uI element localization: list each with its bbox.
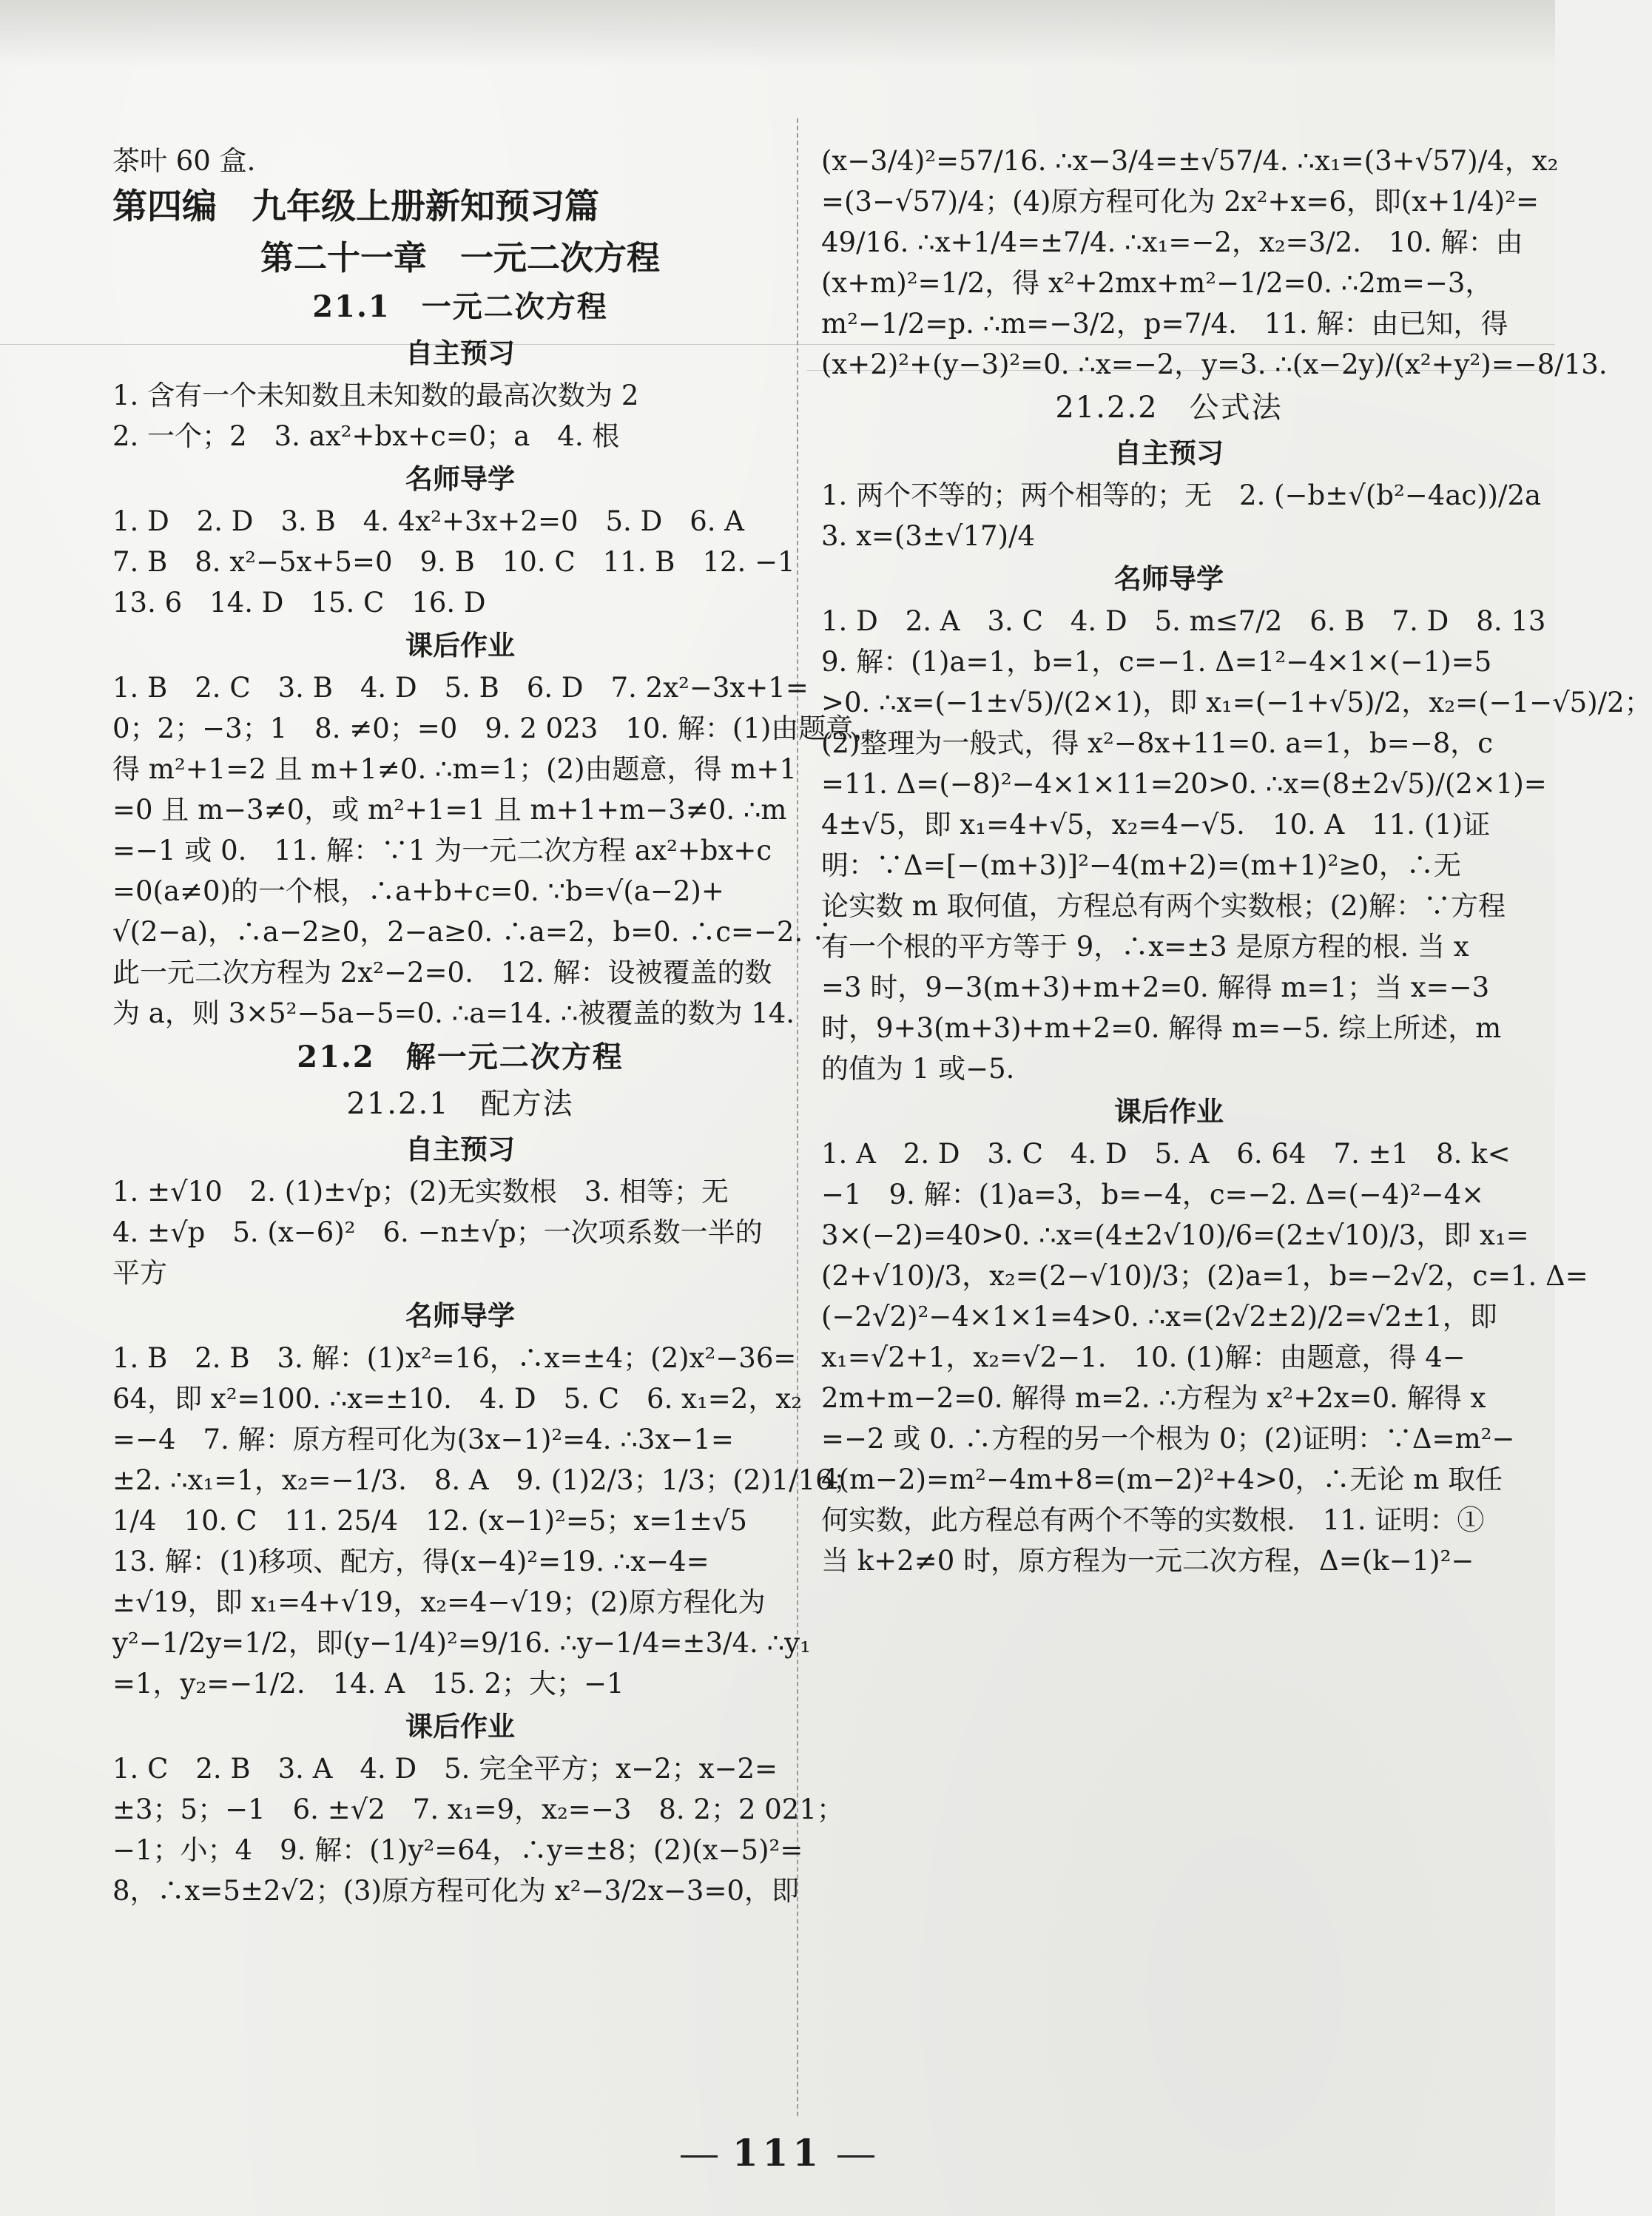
answer-line: 1. 两个不等的；两个相等的；无 2. (−b±√(b²−4ac))/2a	[821, 479, 1542, 511]
part-heading: 第四编 九年级上册新知预习篇	[112, 186, 599, 227]
answer-line: 1. 含有一个未知数且未知数的最高次数为 2	[112, 380, 639, 411]
answer-line: 49/16. ∴x+1/4=±7/4. ∴x₁=−2，x₂=3/2. 10. 解：由	[821, 226, 1523, 258]
answer-line: ±3；5；−1 6. ±√2 7. x₁=9，x₂=−3 8. 2；2 021；	[112, 1794, 844, 1825]
answer-line: =(3−√57)/4；(4)原方程可化为 2x²+x=6，即(x+1/4)²=	[821, 186, 1540, 218]
answer-line: =−2 或 0. ∴方程的另一个根为 0；(2)证明：∵Δ=m²−	[821, 1423, 1515, 1455]
answer-line: =0(a≠0)的一个根，∴a+b+c=0. ∵b=√(a−2)+	[112, 875, 724, 907]
section-heading: 21.2 解一元二次方程	[297, 1040, 624, 1074]
answer-line: 4±√5，即 x₁=4+√5，x₂=4−√5. 10. A 11. (1)证	[821, 809, 1491, 841]
answer-line: y²−1/2y=1/2，即(y−1/4)²=9/16. ∴y−1/4=±3/4. ∴y₁	[112, 1627, 811, 1659]
subsection-heading: 名师导学	[405, 462, 515, 495]
answer-line: 9. 解：(1)a=1，b=1，c=−1. Δ=1²−4×1×(−1)=5	[821, 646, 1492, 678]
answer-line: x₁=√2+1，x₂=√2−1. 10. (1)解：由题意，得 4−	[821, 1341, 1466, 1373]
answer-line: (x+m)²=1/2，得 x²+2mx+m²−1/2=0. ∴2m=−3，	[821, 267, 1493, 299]
answer-line: (x−3/4)²=57/16. ∴x−3/4=±√57/4. ∴x₁=(3+√57)/4，x₂	[821, 145, 1559, 177]
answer-line: ±2. ∴x₁=1，x₂=−1/3. 8. A 9. (1)2/3；1/3；(2)1/16；	[112, 1464, 860, 1496]
answer-line: 2. 一个；2 3. ax²+bx+c=0；a 4. 根	[112, 420, 620, 452]
answer-line: (x+2)²+(y−3)²=0. ∴x=−2，y=3. ∴(x−2y)/(x²+y²)=−8/13.	[821, 348, 1608, 380]
answer-line: 3. x=(3±√17)/4	[821, 520, 1036, 552]
right-column	[821, 141, 1652, 1581]
answer-line: 1. D 2. A 3. C 4. D 5. m≤7/2 6. B 7. D 8. 13	[821, 605, 1546, 637]
subsection-heading: 名师导学	[405, 1299, 515, 1332]
answer-line: 的值为 1 或−5.	[821, 1053, 1015, 1085]
answer-line: 1. A 2. D 3. C 4. D 5. A 6. 64 7. ±1 8. k<	[821, 1138, 1511, 1170]
answer-line: ±√19，即 x₁=4+√19，x₂=4−√19；(2)原方程化为	[112, 1586, 766, 1618]
chapter-heading: 第二十一章 一元二次方程	[260, 238, 660, 277]
scan-shadow	[0, 0, 1555, 67]
answer-line: 1. ±√10 2. (1)±√p；(2)无实数根 3. 相等；无	[112, 1176, 729, 1208]
answer-line: −1 9. 解：(1)a=3，b=−4，c=−2. Δ=(−4)²−4×	[821, 1179, 1485, 1210]
page-number-footer	[0, 2131, 1555, 2175]
answer-line: (−2√2)²−4×1×1=4>0. ∴x=(2√2±2)/2=√2±1，即	[821, 1301, 1497, 1333]
answer-line: 当 k+2≠0 时，原方程为一元二次方程，Δ=(k−1)²−	[821, 1545, 1474, 1577]
answer-line: 1/4 10. C 11. 25/4 12. (x−1)²=5；x=1±√5	[112, 1505, 747, 1537]
answer-line: 何实数，此方程总有两个不等的实数根. 11. 证明：①	[821, 1504, 1485, 1536]
subsection-heading: 自主预习	[405, 1133, 515, 1165]
answer-line: 3×(−2)=40>0. ∴x=(4±2√10)/6=(2±√10)/3，即 x₁=	[821, 1219, 1529, 1251]
subsection-heading: 课后作业	[1114, 1095, 1224, 1128]
subsection-heading: 名师导学	[1114, 562, 1224, 595]
answer-line: 13. 6 14. D 15. C 16. D	[112, 587, 486, 619]
answer-line: =0 且 m−3≠0，或 m²+1=1 且 m+1+m−3≠0. ∴m	[112, 794, 787, 826]
answer-line: 明：∵Δ=[−(m+3)]²−4(m+2)=(m+1)²≥0，∴无	[821, 849, 1461, 881]
answer-line: 0；2；−3；1 8. ≠0；=0 9. 2 023 10. 解：(1)由题意，	[112, 713, 881, 744]
subsubsection-heading: 21.2.2 公式法	[1055, 391, 1283, 425]
answer-line: 论实数 m 取何值，方程总有两个实数根；(2)解：∵方程	[821, 890, 1506, 922]
answer-line: =1，y₂=−1/2. 14. A 15. 2；大；−1	[112, 1668, 624, 1700]
answer-line: 1. C 2. B 3. A 4. D 5. 完全平方；x−2；x−2=	[112, 1753, 778, 1785]
left-column	[112, 141, 881, 1911]
footer-dash-right	[837, 2155, 874, 2158]
answer-line: 平方	[112, 1257, 167, 1289]
answer-line: −1；小；4 9. 解：(1)y²=64，∴y=±8；(2)(x−5)²=	[112, 1834, 803, 1866]
answer-line: 1. B 2. C 3. B 4. D 5. B 6. D 7. 2x²−3x+1=	[112, 672, 809, 704]
answer-line: 得 m²+1=2 且 m+1≠0. ∴m=1；(2)由题意，得 m+1	[112, 753, 797, 785]
answer-line: =−1 或 0. 11. 解：∵1 为一元二次方程 ax²+bx+c	[112, 835, 772, 866]
answer-line: (2)整理为一般式，得 x²−8x+11=0. a=1，b=−8，c	[821, 727, 1493, 759]
answer-line: 7. B 8. x²−5x+5=0 9. B 10. C 11. B 12. −1	[112, 546, 795, 578]
answer-line: 1. B 2. B 3. 解：(1)x²=16，∴x=±4；(2)x²−36=	[112, 1342, 797, 1374]
answer-line: 4(m−2)=m²−4m+8=(m−2)²+4>0，∴无论 m 取任	[821, 1464, 1503, 1495]
footer-dash-left	[681, 2155, 718, 2158]
answer-line: (2+√10)/3，x₂=(2−√10)/3；(2)a=1，b=−2√2，c=1. Δ=	[821, 1260, 1588, 1292]
answer-line: 1. D 2. D 3. B 4. 4x²+3x+2=0 5. D 6. A	[112, 505, 745, 537]
answer-line: 为 a，则 3×5²−5a−5=0. ∴a=14. ∴被覆盖的数为 14.	[112, 997, 795, 1029]
section-heading: 21.1 一元二次方程	[312, 289, 608, 324]
answer-line: 64，即 x²=100. ∴x=±10. 4. D 5. C 6. x₁=2，x₂	[112, 1383, 803, 1415]
answer-line: m²−1/2=p. ∴m=−3/2，p=7/4. 11. 解：由已知，得	[821, 308, 1508, 340]
answer-line: 2m+m−2=0. 解得 m=2. ∴方程为 x²+2x=0. 解得 x	[821, 1382, 1486, 1414]
answer-line: 8，∴x=5±2√2；(3)原方程可化为 x²−3/2x−3=0，即	[112, 1875, 799, 1907]
answer-line: 有一个根的平方等于 9，∴x=±3 是原方程的根. 当 x	[821, 931, 1469, 963]
answer-line: 时，9+3(m+3)+m+2=0. 解得 m=−5. 综上所述，m	[821, 1012, 1502, 1044]
subsection-heading: 课后作业	[405, 1710, 515, 1742]
answer-line: =11. Δ=(−8)²−4×1×11=20>0. ∴x=(8±2√5)/(2×1)=	[821, 768, 1547, 800]
answer-line: 4. ±√p 5. (x−6)² 6. −n±√p；一次项系数一半的	[112, 1216, 763, 1248]
answer-line: >0. ∴x=(−1±√5)/(2×1)，即 x₁=(−1+√5)/2，x₂=(−1−√5)/2；	[821, 687, 1652, 718]
answer-line: 茶叶 60 盒.	[112, 145, 256, 177]
subsubsection-heading: 21.2.1 配方法	[346, 1087, 574, 1121]
subsection-heading: 自主预习	[1114, 437, 1224, 469]
subsection-heading: 自主预习	[405, 337, 515, 369]
answer-line: 13. 解：(1)移项、配方，得(x−4)²=19. ∴x−4=	[112, 1546, 709, 1577]
answer-line: 此一元二次方程为 2x²−2=0. 12. 解：设被覆盖的数	[112, 957, 772, 989]
answer-line: =3 时，9−3(m+3)+m+2=0. 解得 m=1；当 x=−3	[821, 971, 1490, 1003]
subsection-heading: 课后作业	[405, 629, 515, 661]
page-number: 111	[732, 2131, 823, 2175]
answer-line: √(2−a)，∴a−2≥0，2−a≥0. ∴a=2，b=0. ∴c=−2. ∴	[112, 916, 839, 948]
answer-line: =−4 7. 解：原方程可化为(3x−1)²=4. ∴3x−1=	[112, 1424, 734, 1455]
